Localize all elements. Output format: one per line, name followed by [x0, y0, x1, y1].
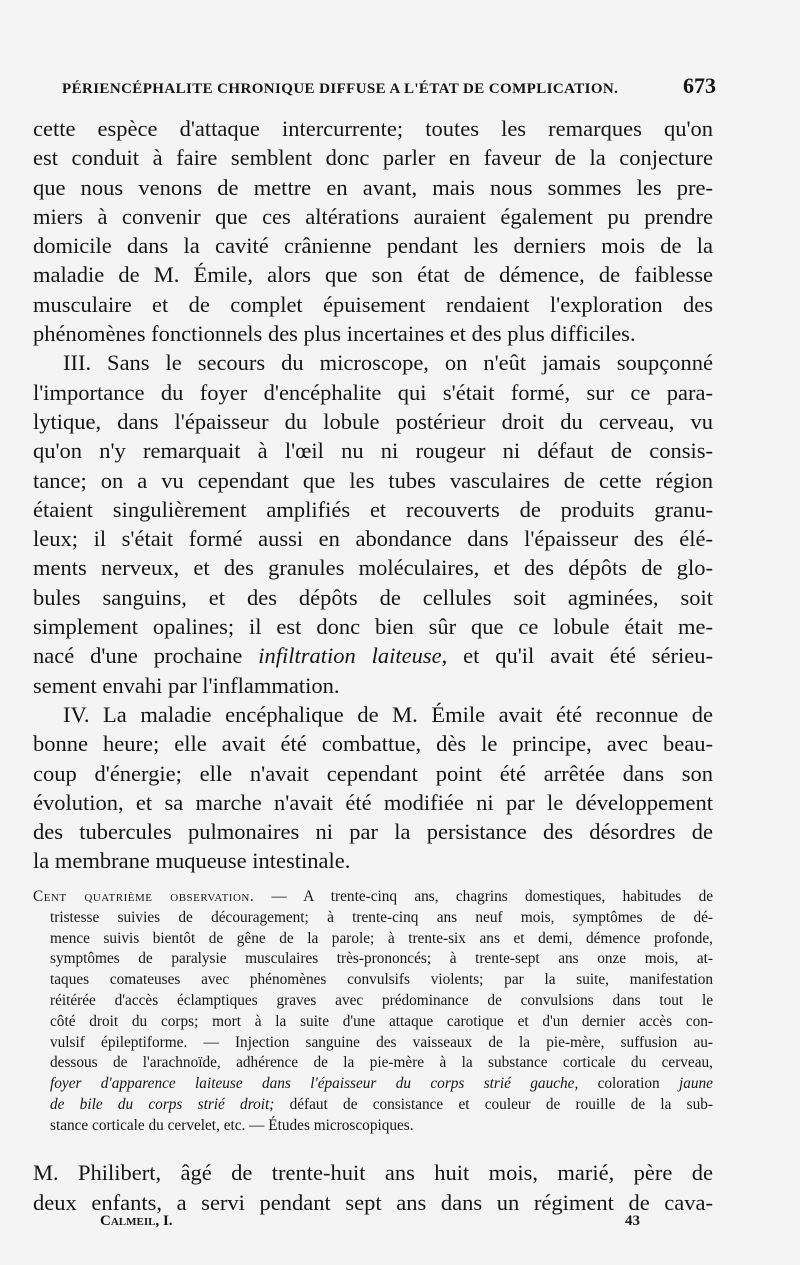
page-header — [62, 73, 716, 99]
text-line: qu'on n'y remarquait à l'œil nu ni rougeur ni défaut de consis- — [33, 438, 713, 464]
italic-term: foyer d'apparence laiteuse dans l'épaisseur du corps strié gauche, — [50, 1075, 579, 1093]
text-line: simplement opalines; il est donc bien sûr que ce lobule était me- — [33, 614, 713, 640]
text-line: des tubercules pulmonaires ni par la persistance des désordres de — [33, 819, 713, 845]
text-line: ments nerveux, et des granules moléculaires, et des dépôts de glo- — [33, 555, 713, 581]
text-line — [33, 641, 713, 670]
text-line: maladie de M. Émile, alors que son état de démence, de faiblesse — [33, 262, 713, 288]
text-line: évolution, et sa marche n'avait été modifiée ni par le développement — [33, 789, 713, 815]
observation-line: dessous de l'arachnoïde, adhérence de la pie-mère à la substance corticale du cerveau, — [50, 1054, 713, 1072]
text-span: coloration — [578, 1075, 679, 1093]
text-line: musculaire et de complet épuisement rendaient l'exploration des — [33, 291, 713, 317]
observation-line: réitérée d'accès éclamptiques graves avec prédominance de convulsions dans tout le — [50, 991, 713, 1009]
signature-number: 43 — [625, 1213, 640, 1229]
observation-line: côté droit du corps; mort à la suite d'une attaque carotique et d'un dernier accès con- — [50, 1012, 713, 1030]
running-head: PÉRIENCÉPHALITE CHRONIQUE DIFFUSE A L'ÉTAT DE COMPLICATION. — [62, 81, 619, 97]
text-line: tance; on a vu cependant que les tubes vasculaires de cette région — [33, 467, 713, 493]
page-number: 673 — [683, 73, 716, 98]
text-span: nacé d'une prochaine — [33, 643, 243, 669]
text-line: la membrane muqueuse intestinale. — [33, 848, 351, 874]
observation-line — [33, 1095, 713, 1116]
observation-summary — [33, 887, 713, 1137]
observation-line: taques comateuses avec phénomènes convulsifs violents; par la suite, manifestation — [50, 971, 713, 989]
text-span: , et qu'il avait été sérieu- — [441, 643, 713, 669]
observation-line: symptômes de paralysie musculaires très-prononcés; à trente-sept ans onze mois, at- — [50, 950, 713, 968]
italic-term: infiltration laiteuse — [258, 643, 442, 669]
text-span: — A trente-cinq ans, chagrins domestiques, habitudes de — [254, 888, 714, 905]
text-line: bules sanguins, et des dépôts de cellules soit agminées, soit — [33, 584, 713, 610]
observation-line: vulsif épileptiforme. — Injection sanguine des vaisseaux de la pie-mère, suffusion au- — [50, 1033, 713, 1051]
observation-line: tristesse suivies de découragement; à trente-cinq ans neuf mois, symptômes de dé- — [50, 908, 713, 926]
text-line: cette espèce d'attaque intercurrente; toutes les remarques qu'on — [33, 116, 713, 141]
text-span: défaut de consistance et couleur de rouille de la sub- — [274, 1095, 713, 1113]
signature-mark: Calmeil, I. — [100, 1213, 173, 1229]
italic-term: de bile du corps strié droit; — [50, 1095, 275, 1113]
italic-term: jaune — [678, 1075, 713, 1093]
text-line: lytique, dans l'épaisseur du lobule postérieur droit du cerveau, vu — [33, 408, 713, 434]
text-line: deux enfants, a servi pendant sept ans dans un régiment de cava- — [33, 1190, 713, 1215]
text-line: miers à convenir que ces altérations auraient également pu prendre — [33, 203, 713, 229]
text-line: M. Philibert, âgé de trente-huit ans huit mois, marié, père de — [33, 1160, 713, 1185]
section-three-start: III. Sans le secours du microscope, on n'eût jamais soupçonné — [63, 350, 713, 376]
text-line: étaient singulièrement amplifiés et recouverts de produits granu- — [33, 496, 713, 522]
page-footer — [100, 1213, 640, 1230]
observation-line: stance corticale du cervelet, etc. — Études microscopiques. — [50, 1116, 414, 1134]
text-line: leux; il s'était formé aussi en abondance dans l'épaisseur des élé- — [33, 526, 713, 552]
main-text — [33, 114, 713, 876]
text-line: phénomènes fonctionnels des plus incertaines et des plus difficiles. — [33, 321, 636, 347]
observation-line — [33, 1074, 713, 1095]
text-line: est conduit à faire semblent donc parler en faveur de la conjecture — [33, 145, 713, 171]
text-line: l'importance du foyer d'encéphalite qui s'était formé, sur ce para- — [33, 379, 713, 405]
observation-line: mence suivis bientôt de gêne de la parole; à trente-six ans et demi, démence profonde, — [50, 929, 713, 947]
text-line: que nous venons de mettre en avant, mais nous sommes les pre- — [33, 174, 713, 200]
case-text — [33, 1158, 713, 1218]
text-line: domicile dans la cavité crânienne pendant les derniers mois de la — [33, 233, 713, 259]
observation-heading: Cent quatrième observation. — [33, 888, 255, 905]
text-line: coup d'énergie; elle n'avait cependant point été arrêtée dans son — [33, 760, 713, 786]
observation-line — [33, 887, 713, 908]
section-four-start: IV. La maladie encéphalique de M. Émile avait été reconnue de — [63, 701, 713, 727]
text-line: sement envahi par l'inflammation. — [33, 672, 340, 698]
text-line: bonne heure; elle avait été combattue, dès le principe, avec beau- — [33, 731, 713, 757]
